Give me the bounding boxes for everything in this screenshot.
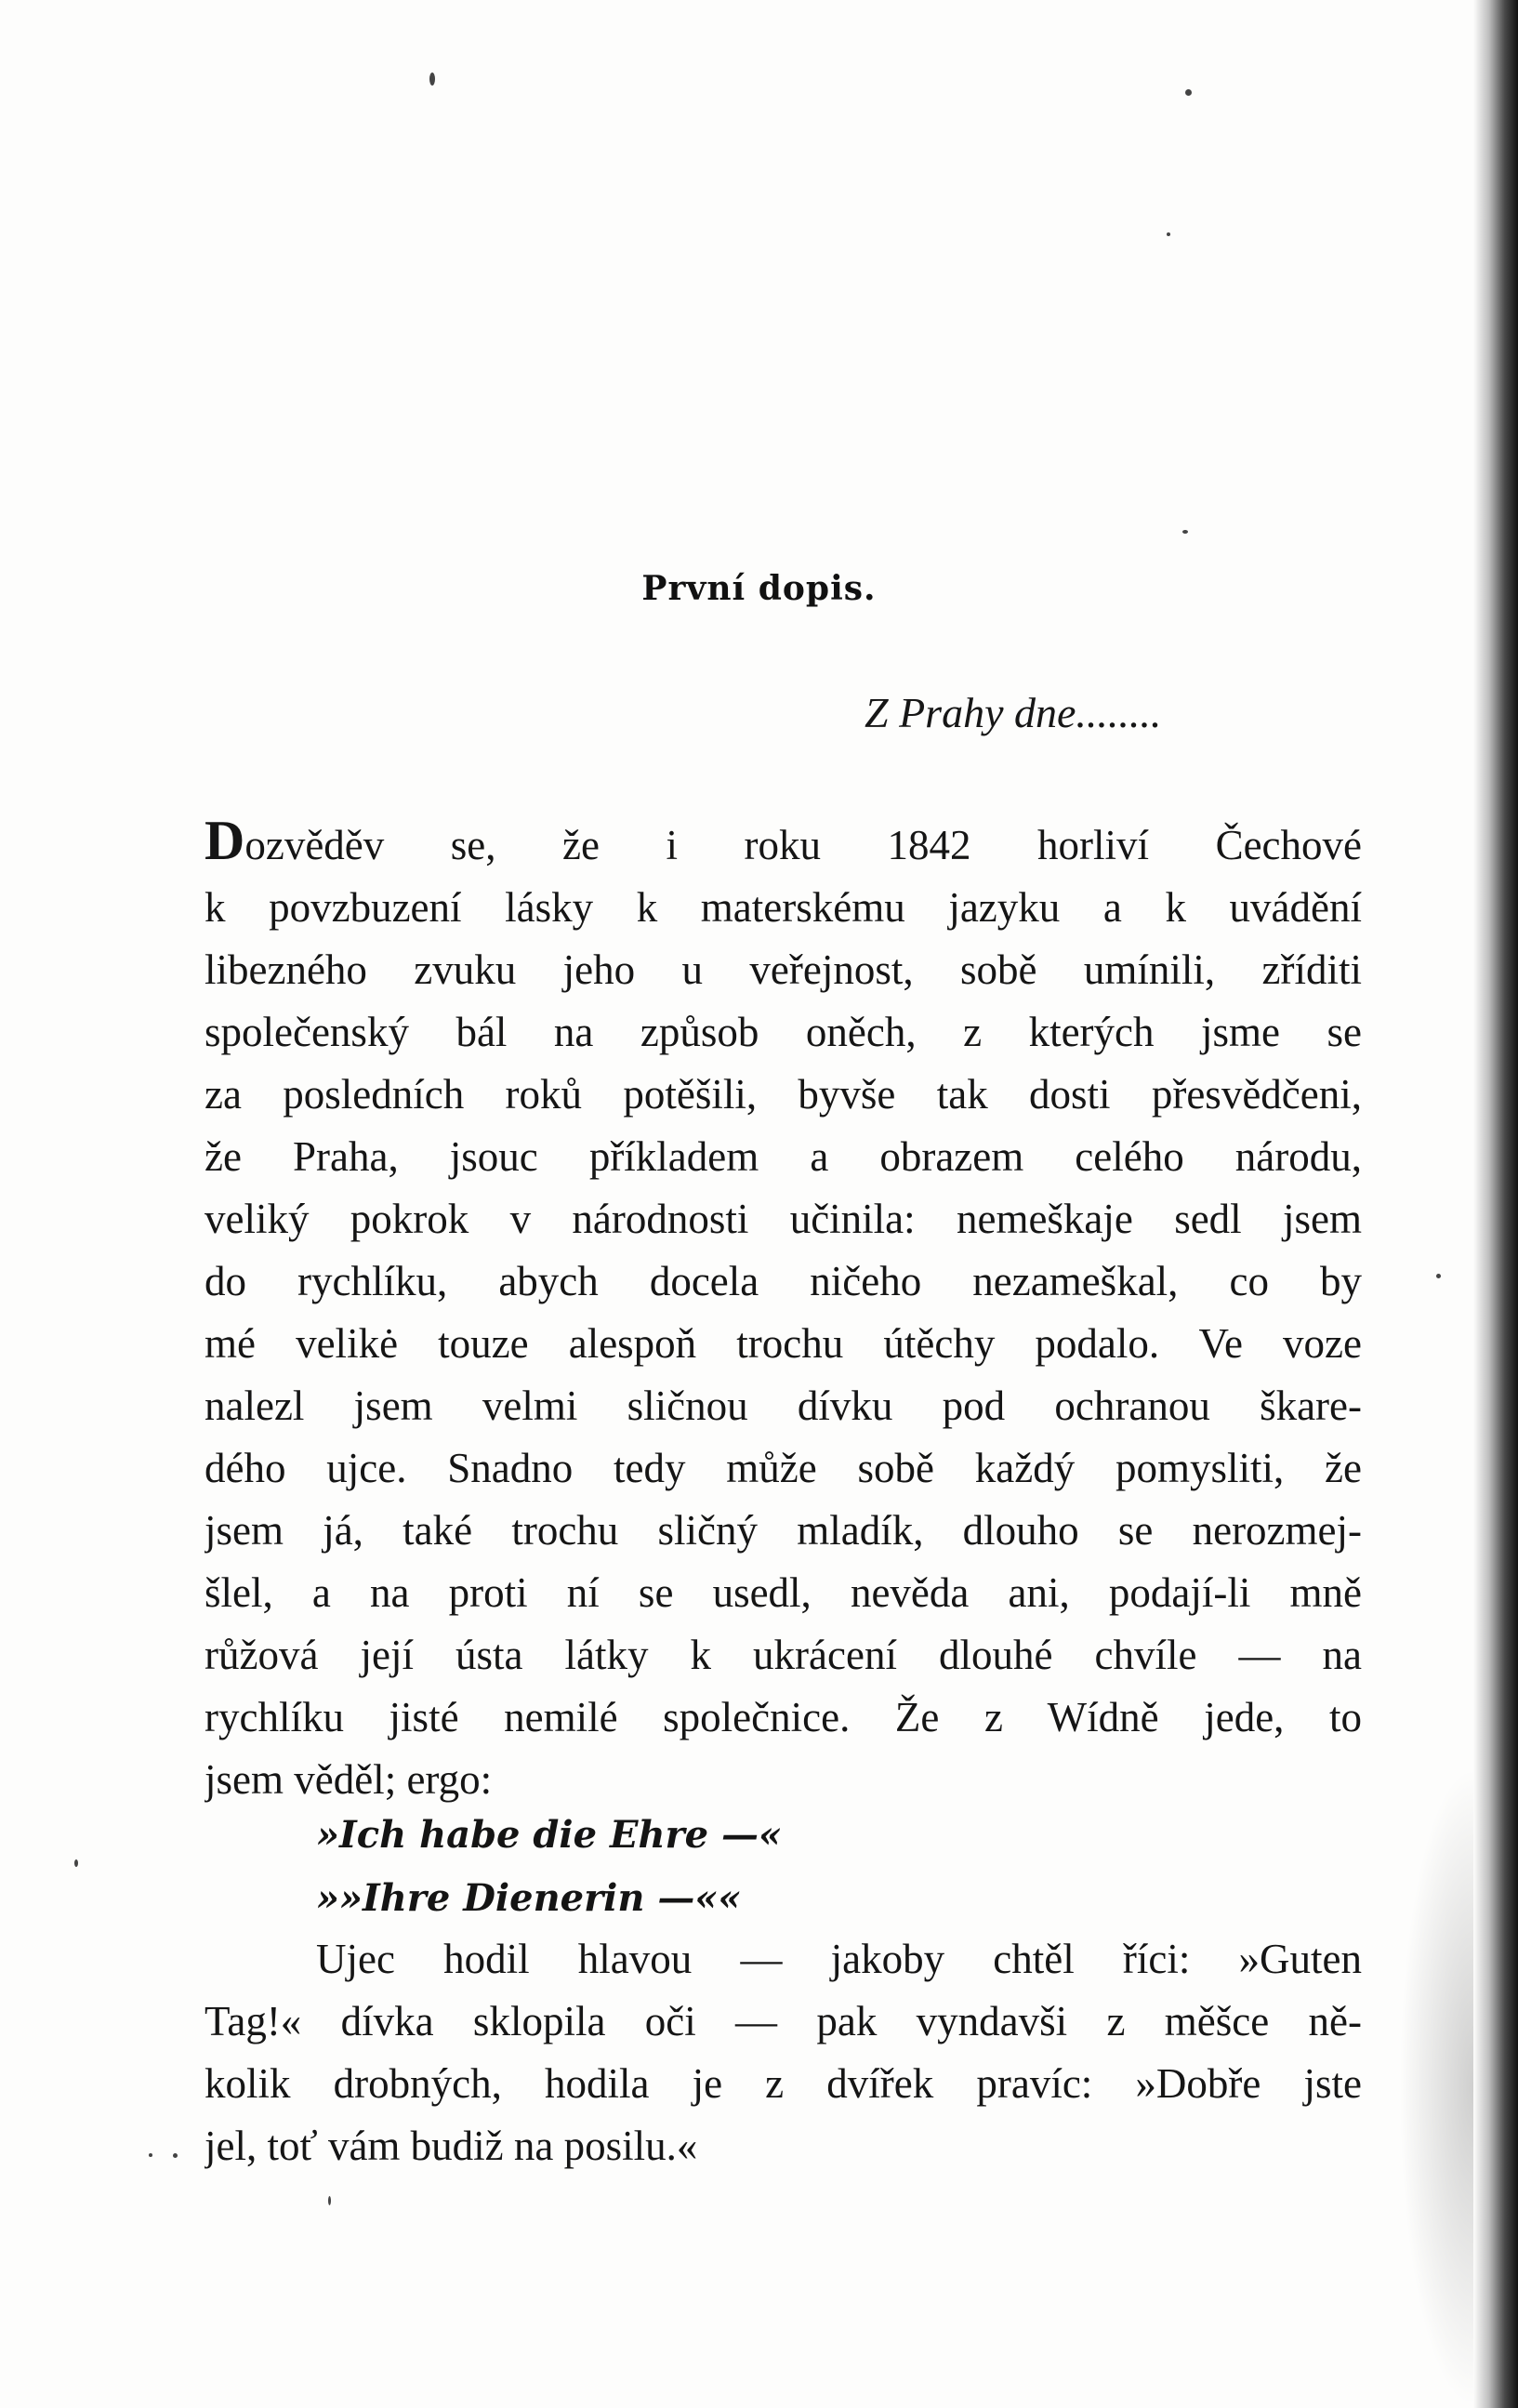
scan-speck <box>149 2153 152 2157</box>
paragraph-1 <box>205 814 1362 1811</box>
scan-speck <box>1167 232 1170 236</box>
text-line: že Praha, jsouc příkladem a obrazem celého národu, <box>205 1133 1362 1180</box>
text-line: do rychlíku, abych docela ničeho nezameškal, co by <box>205 1258 1362 1304</box>
quote-line: »Ich habe die Ehre —« <box>316 1813 782 1857</box>
text-line: libezného zvuku jeho u veřejnost, sobě umínili, zříditi <box>205 946 1362 993</box>
text-line: jsem já, také trochu sličný mladík, dlouho se nerozmej- <box>205 1507 1362 1554</box>
text-line: veliký pokrok v národnosti učinila: nemeškaje sedl jsem <box>205 1196 1362 1242</box>
dateline: Z Prahy dne........ <box>865 689 1162 736</box>
text-line: šlel, a na proti ní se usedl, nevěda ani, podají-li mně <box>205 1569 1362 1616</box>
text-line: k povzbuzení lásky k materskému jazyku a k uvádění <box>205 884 1362 931</box>
text-line <box>205 814 1362 877</box>
scan-speck <box>173 2153 178 2158</box>
text-line: Ujec hodil hlavou — jakoby chtěl říci: »Guten <box>316 1936 1362 1982</box>
scan-speck <box>1182 530 1188 534</box>
scan-speck <box>1185 89 1192 96</box>
text-line: mé velikė touze alespoň trochu útěchy podalo. Ve voze <box>205 1320 1362 1367</box>
scan-speck <box>328 2196 331 2205</box>
chapter-heading: První dopis. <box>641 569 877 608</box>
scan-speck <box>1436 1274 1441 1278</box>
scan-edge-shadow <box>1473 0 1518 2408</box>
text-line: jsem věděl; ergo: <box>205 1756 493 1803</box>
text-line: za posledních roků potěšili, byvše tak dosti přesvědčeni, <box>205 1071 1362 1118</box>
text-line-content: ozvěděv se, že i roku 1842 horliví Čechové <box>244 822 1362 868</box>
scan-speck <box>429 73 435 86</box>
scan-speck <box>74 1859 78 1867</box>
scan-noise <box>1399 1766 1473 2408</box>
text-line: Tag!« dívka sklopila oči — pak vyndavši z měšce ně- <box>205 1998 1362 2044</box>
drop-cap: D <box>205 814 245 871</box>
paragraph-2 <box>205 1928 1362 2177</box>
text-line: rychlíku jisté nemilé společnice. Že z Wídně jede, to <box>205 1694 1362 1740</box>
text-line: jel, toť vám budiž na posilu.« <box>205 2123 698 2169</box>
text-line: kolik drobných, hodila je z dvířek pravíc: »Dobře jste <box>205 2060 1362 2107</box>
quote-line: »»Ihre Dienerin —«« <box>316 1876 742 1920</box>
text-line: nalezl jsem velmi sličnou dívku pod ochranou škare- <box>205 1383 1362 1429</box>
text-line: dého ujce. Snadno tedy může sobě každý pomysliti, že <box>205 1445 1362 1491</box>
text-line: společenský bál na způsob oněch, z kterých jsme se <box>205 1009 1362 1055</box>
text-line: růžová její ústa látky k ukrácení dlouhé chvíle — na <box>205 1632 1362 1678</box>
